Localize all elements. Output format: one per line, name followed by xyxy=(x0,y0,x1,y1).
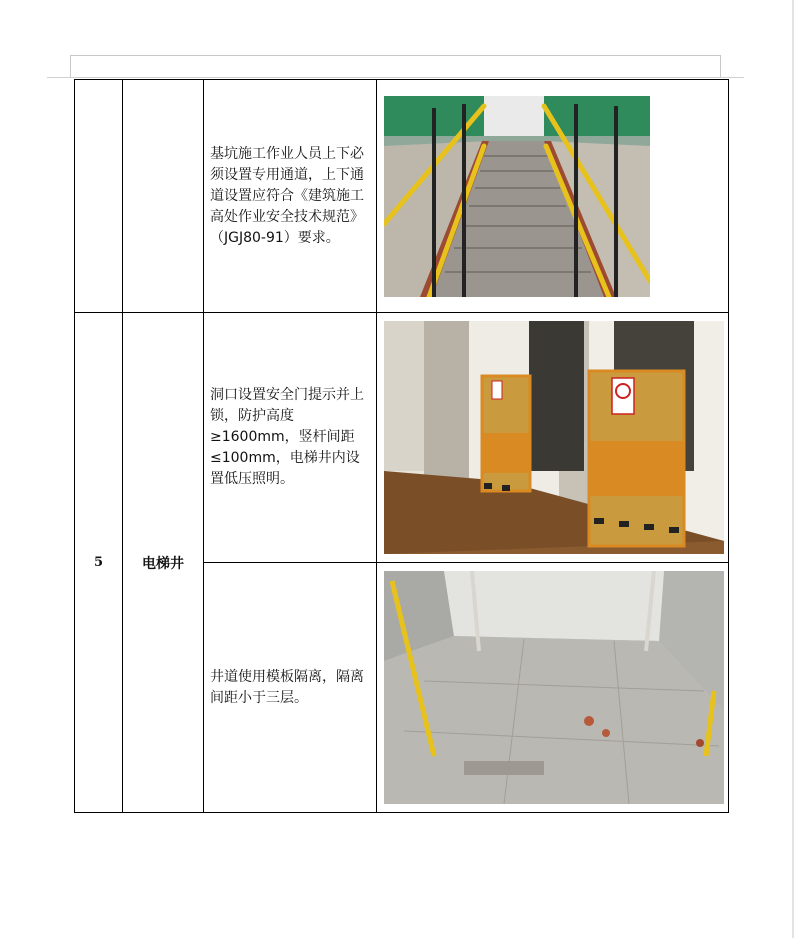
description-cell: 基坑施工作业人员上下必须设置专用通道，上下通道设置应符合《建筑施工高处作业安全技术规范》（JGJ80-91）要求。 xyxy=(204,80,377,313)
elevator-shaft-formwork-isolation-photo xyxy=(384,571,724,804)
photo-cell xyxy=(377,563,729,813)
page-margin-corner-left xyxy=(70,55,71,77)
safety-measures-table xyxy=(74,79,729,813)
photo-cell xyxy=(377,80,729,313)
page-header-line xyxy=(47,77,744,78)
row-number-cell xyxy=(75,80,123,313)
description-cell: 井道使用模板隔离，隔离间距小于三层。 xyxy=(204,563,377,813)
staircase-with-railings-photo xyxy=(384,96,650,297)
item-name-cell xyxy=(123,80,204,313)
table-row xyxy=(75,80,729,313)
photo-cell xyxy=(377,313,729,563)
page-margin-top xyxy=(70,55,721,56)
page-margin-corner-right xyxy=(720,55,721,77)
item-name-cell: 电梯井 xyxy=(123,313,204,813)
table-row xyxy=(75,313,729,563)
elevator-shaft-safety-gates-photo xyxy=(384,321,724,554)
row-number-cell: 5 xyxy=(75,313,123,813)
description-cell: 洞口设置安全门提示并上锁，防护高度≥1600mm，竖杆间距≤100mm，电梯井内设置低压照明。 xyxy=(204,313,377,563)
